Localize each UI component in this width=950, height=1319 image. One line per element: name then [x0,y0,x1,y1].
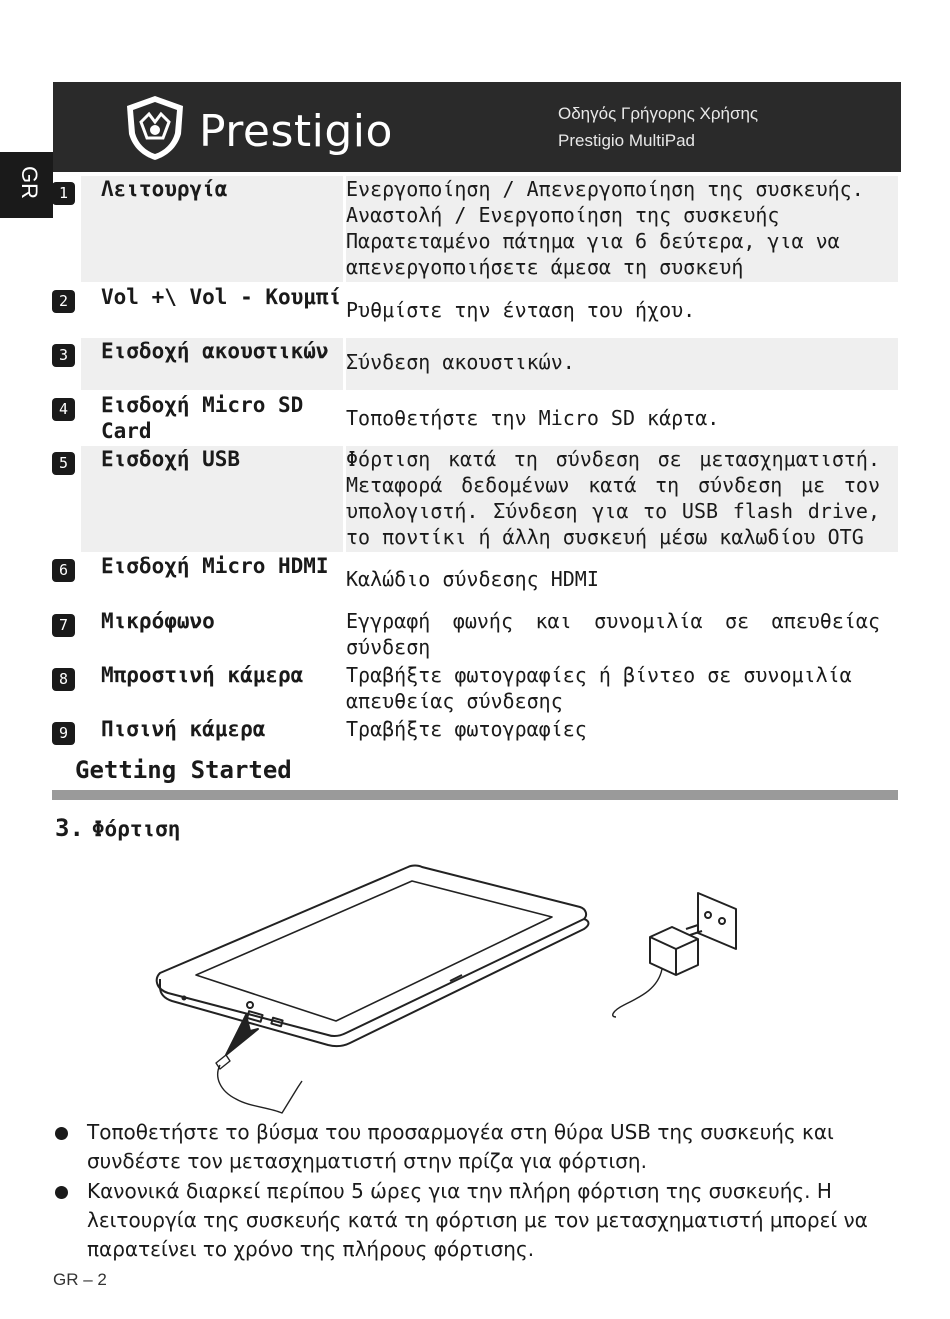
row-number: 6 [52,559,75,582]
page-header [53,82,901,172]
row-number: 7 [52,614,75,637]
row-number: 4 [52,398,75,421]
row-label: Εισδοχή Micro SD Card [101,393,304,443]
list-item [55,1118,885,1176]
row-number: 9 [52,722,75,745]
arrow-icon [226,1015,258,1055]
row-description: Τοποθετήστε την Micro SD κάρτα. [346,406,720,430]
product-name: Prestigio MultiPad [558,131,696,150]
row-description: Τραβήξτε φωτογραφίες ή βίντεο σε συνομιλία απευθείας σύνδεσης [346,663,852,713]
bullet-icon [55,1186,68,1199]
prestigio-shield-icon [119,92,191,164]
table-row [0,716,900,746]
row-number: 5 [52,452,75,475]
list-item [55,1177,885,1264]
tablet-body-icon [157,866,586,1037]
table-row [0,608,900,660]
header-info [558,100,758,154]
row-label: Εισδοχή ακουστικών [81,338,343,390]
language-code: GR [17,166,42,199]
table-row [0,392,900,444]
wall-socket-icon [698,893,736,949]
table-row [0,176,900,282]
row-description: Φόρτιση κατά τη σύνδεση σε μετασχηματιστή. Μεταφορά δεδομένων κατά τη σύνδεση με τον υπολογιστή. Σύνδεση για το USB flash drive, το ποντίκι ή άλλη συσκευή μέσω καλωδίου OTG [346,446,898,552]
row-description: Σύνδεση ακουστικών. [346,338,898,390]
row-label: Λειτουργία [81,176,343,282]
row-label: Πισινή κάμερα [101,717,266,741]
table-row [0,338,900,390]
brand-name: Prestigio [199,106,393,157]
bullet-text: Κανονικά διαρκεί περίπου 5 ώρες για την πλήρη φόρτιση της συσκευής. Η λειτουργία της συσκευής κατά τη φόρτιση με τον μετασχηματιστή μπορεί να παρατείνει το χρόνο της πλήρους φόρτισης. [87,1179,868,1261]
charging-instructions [55,1118,885,1265]
guide-title: Οδηγός Γρήγορης Χρήσης [558,104,759,123]
table-row [0,662,900,714]
subsection-heading [55,814,180,842]
table-row [0,446,900,552]
tablet-screen-icon [196,881,552,1021]
subsection-title: Φόρτιση [91,817,181,841]
bullet-icon [55,1127,68,1140]
prestigio-logo [119,92,429,164]
table-row [0,553,900,605]
row-number: 3 [52,344,75,367]
row-label: Εισδοχή USB [81,446,343,552]
row-description: Ενεργοποίηση / Απενεργοποίηση της συσκευής. Αναστολή / Ενεργοποίηση της συσκευής Παρατεταμένο πάτημα για 6 δεύτερα, για να απενεργοποιήσετε άμεσα τη συσκευή [346,176,898,282]
section-divider [52,790,898,800]
row-label: Μπροστινή κάμερα [101,663,304,687]
page-number: GR – 2 [53,1270,107,1289]
subsection-number: 3. [55,814,84,842]
bullet-text: Τοποθετήστε το βύσμα του προσαρμογέα στη θύρα USB της συσκευής και συνδέστε τον μετασχηματιστή στην πρίζα για φόρτιση. [87,1120,834,1173]
row-label: Vol +\ Vol - Κουμπί [101,285,342,309]
row-number: 2 [52,290,75,313]
section-title: Getting Started [75,756,292,784]
row-number: 8 [52,668,75,691]
charging-illustration [150,855,750,1125]
row-number: 1 [52,182,75,205]
cable-icon [218,1065,302,1113]
row-description: Καλώδιο σύνδεσης HDMI [346,567,599,591]
row-description: Ρυθμίστε την ένταση του ήχου. [346,298,696,322]
table-row [0,284,900,336]
row-description: Εγγραφή φωνής και συνομιλία σε απευθείας σύνδεση [346,609,880,659]
row-description: Τραβήξτε φωτογραφίες [346,717,587,741]
row-label: Μικρόφωνο [101,609,215,633]
row-label: Εισδοχή Micro HDMI [101,554,329,578]
